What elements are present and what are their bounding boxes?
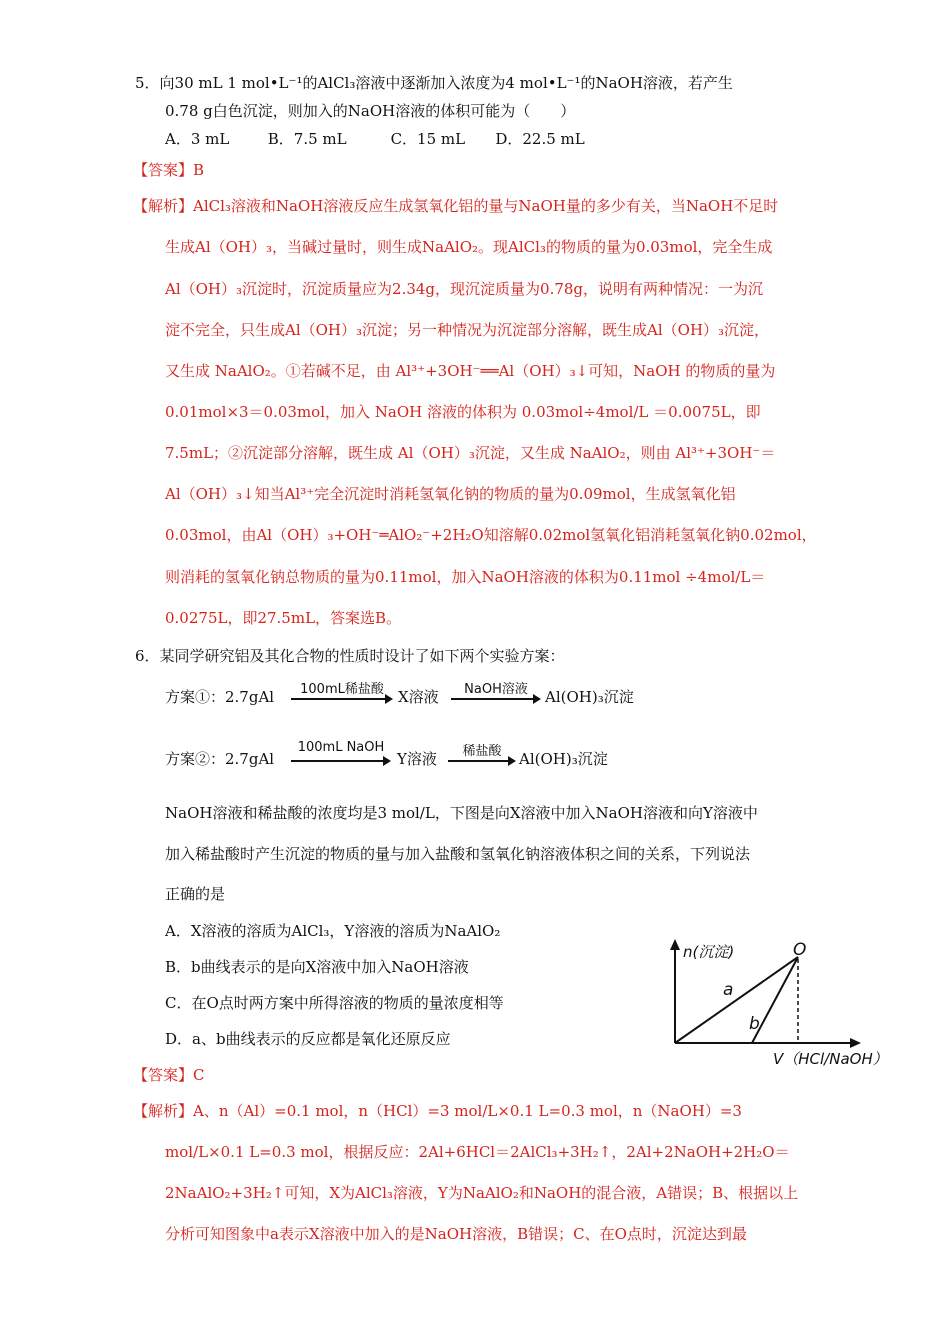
- q5-analysis-text: AlCl₃溶液和NaOH溶液反应生成氢氧化铝的量与NaOH量的多少有关，当NaOH不足时: [193, 197, 779, 215]
- q5-analysis-tag: 【解析】: [133, 197, 194, 215]
- q5-option-d: D．22.5 mL: [495, 130, 585, 148]
- q5-analysis-line-11: 0.0275L，即27.5mL，答案选B。: [165, 609, 402, 627]
- q6-scheme-2: [165, 740, 725, 780]
- q6-stem-line-3: 正确的是: [165, 885, 226, 903]
- q5-analysis-line-8: Al（OH）₃↓知当Al³⁺完全沉淀时消耗氢氧化钠的物质的量为0.09mol，生成氢氧化铝: [165, 485, 736, 503]
- arrow-head-icon: [383, 756, 391, 766]
- q6-answer-value: C: [193, 1066, 205, 1084]
- scheme-2-arrow-2: [448, 740, 516, 780]
- scheme-2-mid: Y溶液: [397, 750, 437, 768]
- q6-option-a: A．X溶液的溶质为AlCl₃，Y溶液的溶质为NaAlO₂: [165, 922, 501, 940]
- q5-analysis-line-2: 生成Al（OH）₃，当碱过量时，则生成NaAlO₂。现AlCl₃的物质的量为0.03mol，完全生成: [165, 238, 773, 256]
- q6-answer: [133, 1064, 205, 1086]
- q5-analysis-line-3: Al（OH）₃沉淀时，沉淀质量应为2.34g，现沉淀质量为0.78g，说明有两种情况：一为沉: [165, 280, 764, 298]
- q6-analysis-line-4: 分析可知图象中a表示X溶液中加入的是NaOH溶液，B错误；C、在O点时，沉淀达到最: [165, 1225, 747, 1243]
- scheme-1-arrow-1-label: 100mL稀盐酸: [300, 682, 384, 697]
- q5-analysis-line-4: 淀不完全，只生成Al（OH）₃沉淀；另一种情况为沉淀部分溶解，既生成Al（OH）₃沉淀，: [165, 321, 770, 339]
- x-axis-arrow-icon: [850, 1038, 861, 1048]
- q6-stem-line-1: NaOH溶液和稀盐酸的浓度均是3 mol/L，下图是向X溶液中加入NaOH溶液和向Y溶液中: [165, 804, 758, 822]
- scheme-1-arrow-2-label: NaOH溶液: [464, 682, 528, 697]
- q5-options: [165, 128, 585, 150]
- q5-answer-value: B: [193, 161, 205, 179]
- q5-stem-line1: 5．向30 mL 1 mol•L⁻¹的AlCl₃溶液中逐渐加入浓度为4 mol•L⁻¹的NaOH溶液，若产生: [135, 74, 733, 92]
- q6-scheme-1: [165, 678, 725, 718]
- q5-analysis-line-1: [133, 195, 778, 217]
- precipitate-volume-graph: [665, 935, 915, 1070]
- q6-answer-tag: 【答案】: [133, 1066, 194, 1084]
- q5-analysis-line-9: 0.03mol，由Al（OH）₃+OH⁻═AlO₂⁻+2H₂O知溶解0.02mol氢氧化铝消耗氢氧化钠0.02mol，: [165, 526, 817, 544]
- point-o-label: O: [793, 940, 807, 960]
- scheme-1-arrow-1: [291, 678, 393, 718]
- q6-analysis-line-3: 2NaAlO₂+3H₂↑可知，X为AlCl₃溶液，Y为NaAlO₂和NaOH的混合液，A错误；B、根据以上: [165, 1184, 799, 1202]
- q5-option-c: C．15 mL: [390, 130, 466, 148]
- scheme-1-mid: X溶液: [398, 688, 439, 706]
- q5-analysis-line-5: 又生成 NaAlO₂。①若碱不足，由 Al³⁺+3OH⁻══Al（OH）₃↓可知，NaOH 的物质的量为: [165, 362, 776, 380]
- q5-answer-tag: 【答案】: [133, 161, 194, 179]
- scheme-2-arrow-1: [291, 740, 391, 780]
- q6-option-d: D．a、b曲线表示的反应都是氧化还原反应: [165, 1030, 451, 1048]
- q6-stem-line-2: 加入稀盐酸时产生沉淀的物质的量与加入盐酸和氢氧化钠溶液体积之间的关系，下列说法: [165, 845, 751, 863]
- scheme-1-end: Al(OH)₃沉淀: [545, 688, 634, 706]
- q6-option-b: B．b曲线表示的是向X溶液中加入NaOH溶液: [165, 958, 469, 976]
- scheme-2-arrow-2-label: 稀盐酸: [462, 744, 502, 759]
- curve-a: [675, 957, 798, 1043]
- q6-analysis-line-2: mol/L×0.1 L=0.3 mol，根据反应：2Al+6HCl＝2AlCl₃+3H₂↑，2Al+2NaOH+2H₂O＝: [165, 1143, 790, 1161]
- y-axis-label: n(沉淀): [683, 943, 735, 961]
- q5-answer: [133, 159, 204, 181]
- q5-option-b: B．7.5 mL: [267, 130, 347, 148]
- q5-analysis-line-7: 7.5mL；②沉淀部分溶解，既生成 Al（OH）₃沉淀，又生成 NaAlO₂，则由 Al³⁺+3OH⁻＝: [165, 444, 776, 462]
- scheme-2-arrow-1-label: 100mL NaOH: [297, 740, 385, 755]
- q6-intro: 6．某同学研究铝及其化合物的性质时设计了如下两个实验方案：: [135, 647, 565, 665]
- q5-stem-line2: 0.78 g白色沉淀，则加入的NaOH溶液的体积可能为（ ）: [165, 102, 576, 120]
- arrow-head-icon: [508, 756, 516, 766]
- scheme-2-end: Al(OH)₃沉淀: [519, 750, 608, 768]
- curve-b-label: b: [749, 1014, 760, 1034]
- q5-analysis-line-6: 0.01mol×3＝0.03mol，加入 NaOH 溶液的体积为 0.03mol÷4mol/L ＝0.0075L，即: [165, 403, 761, 421]
- scheme-2-label: 方案②：2.7gAl: [165, 750, 275, 768]
- q6-analysis-text: A、n（Al）=0.1 mol，n（HCl）=3 mol/L×0.1 L=0.3 mol，n（NaOH）=3: [193, 1102, 742, 1120]
- curve-a-label: a: [723, 980, 734, 1000]
- arrow-head-icon: [385, 694, 393, 704]
- q5-option-a: A．3 mL: [165, 130, 230, 148]
- y-axis-arrow-icon: [670, 939, 680, 950]
- q5-analysis-line-10: 则消耗的氢氧化钠总物质的量为0.11mol，加入NaOH溶液的体积为0.11mol ÷4mol/L＝: [165, 568, 766, 586]
- x-axis-label: V（HCl/NaOH）: [773, 1050, 888, 1068]
- scheme-1-arrow-2: [451, 678, 541, 718]
- q6-analysis-line-1: [133, 1100, 742, 1122]
- scheme-1-label: 方案①：2.7gAl: [165, 688, 275, 706]
- arrow-head-icon: [533, 694, 541, 704]
- q6-option-c: C．在O点时两方案中所得溶液的物质的量浓度相等: [165, 994, 504, 1012]
- q6-analysis-tag: 【解析】: [133, 1102, 194, 1120]
